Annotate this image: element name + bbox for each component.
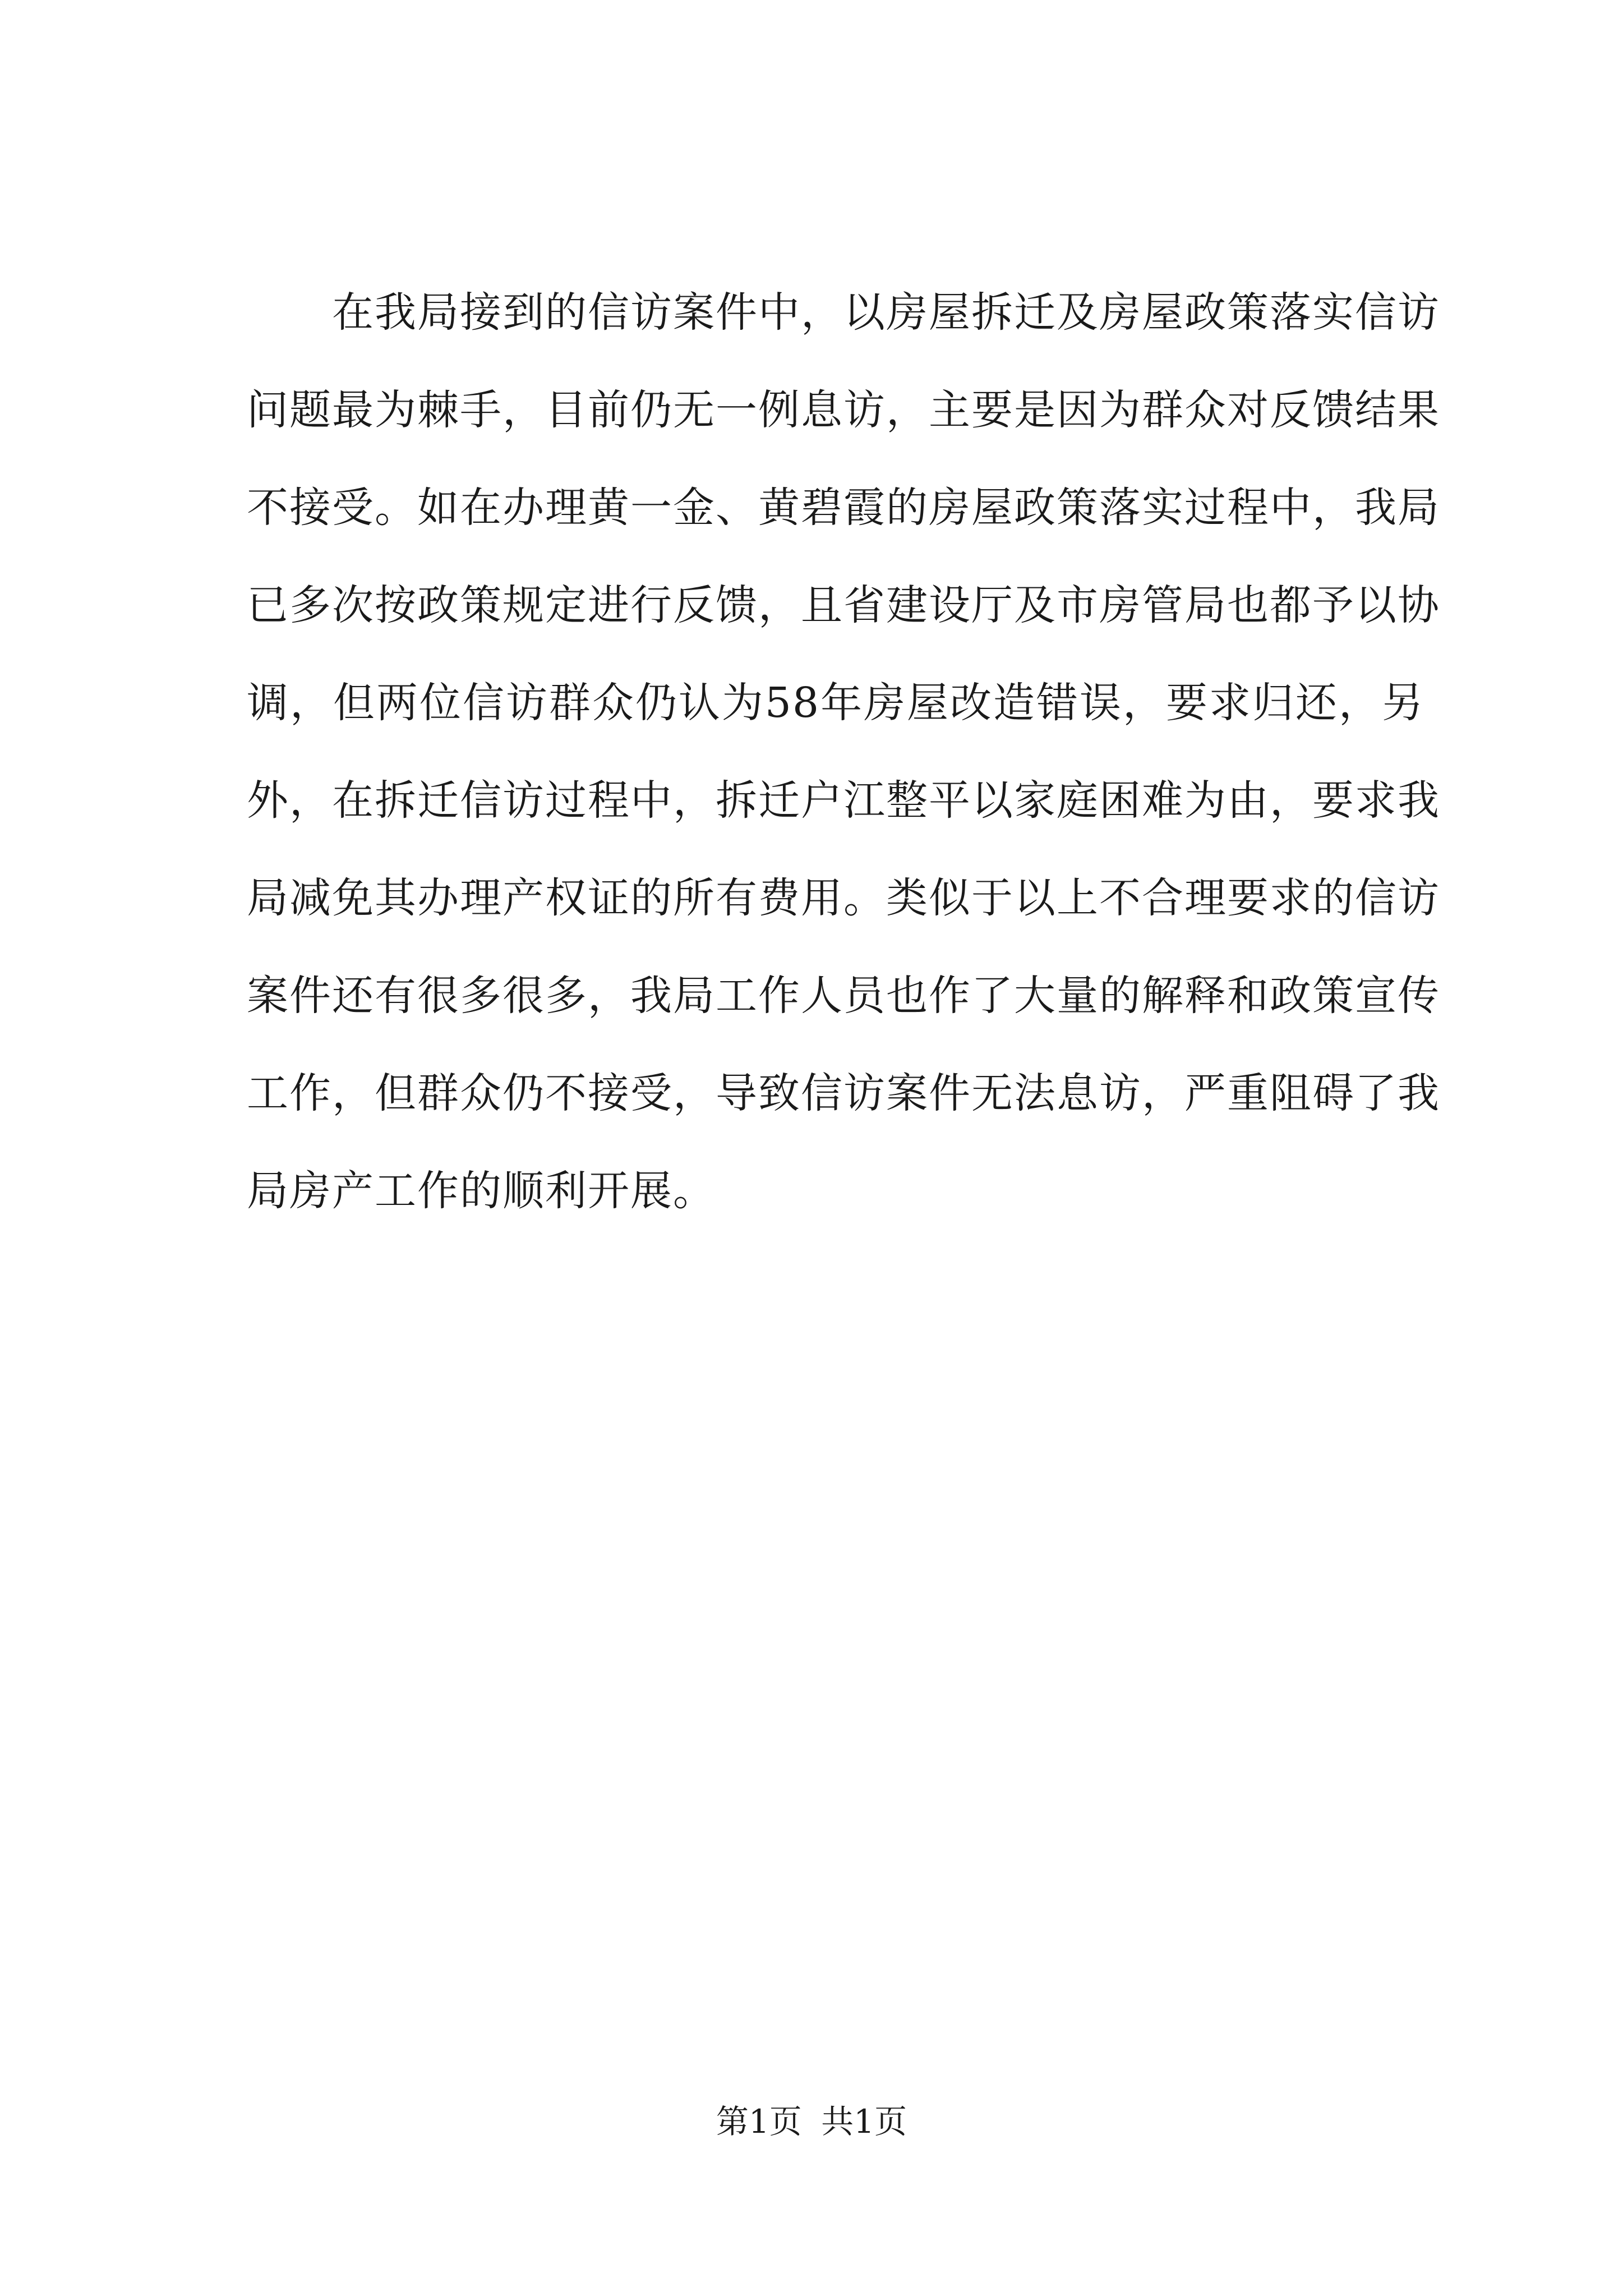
paragraph-line: 局房产工作的顺利开展。 <box>247 1167 716 1215</box>
paragraph-line: 已多次按政策规定进行反馈，且省建设厅及市房管局也都予以协 <box>247 581 1440 629</box>
paragraph-line: 不接受。如在办理黄一金、黄碧霞的房屋政策落实过程中，我局 <box>247 484 1440 532</box>
paragraph-line: 外，在拆迁信访过程中，拆迁户江整平以家庭困难为由，要求我 <box>247 776 1440 825</box>
page-number: 第1页 <box>716 2102 802 2141</box>
page-total: 共1页 <box>821 2102 907 2141</box>
paragraph-line: 在我局接到的信访案件中，以房屋拆迁及房屋政策落实信访 <box>247 288 1440 337</box>
paragraph-line: 局减免其办理产权证的所有费用。类似于以上不合理要求的信访 <box>247 874 1440 922</box>
paragraph-line: 问题最为棘手，目前仍无一例息访，主要是因为群众对反馈结果 <box>247 386 1440 434</box>
paragraph-line: 案件还有很多很多，我局工作人员也作了大量的解释和政策宣传 <box>247 972 1440 1020</box>
body-paragraph <box>247 264 1440 1240</box>
page-footer <box>0 2099 1623 2144</box>
paragraph-line: 工作，但群众仍不接受，导致信访案件无法息访，严重阻碍了我 <box>247 1069 1440 1117</box>
paragraph-line: 调，但两位信访群众仍认为58年房屋改造错误，要求归还，另 <box>247 679 1424 727</box>
